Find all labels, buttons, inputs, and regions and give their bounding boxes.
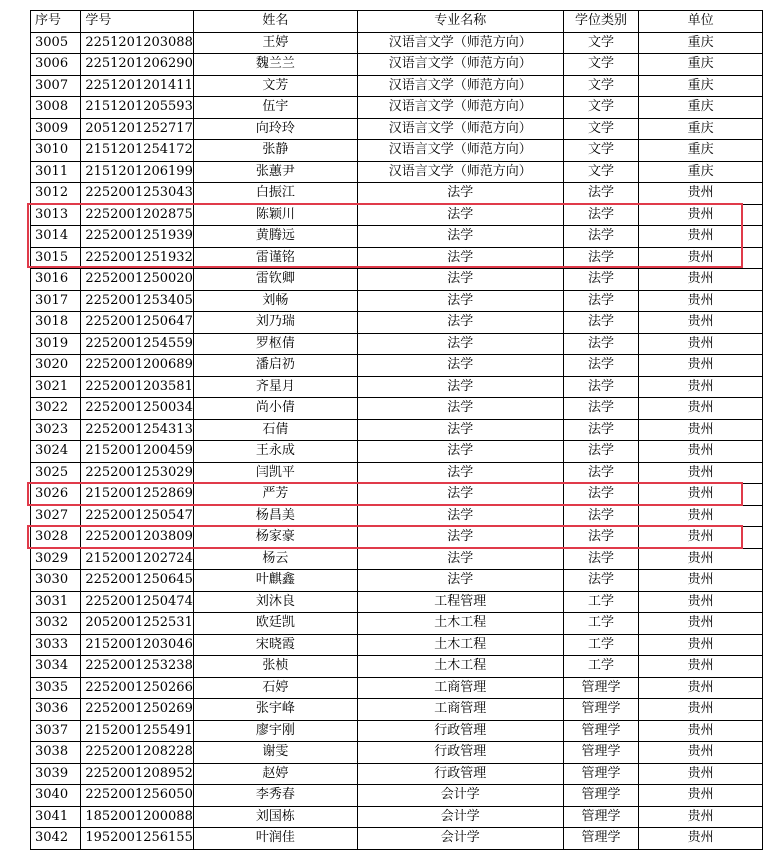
cell-name: 石婷 <box>193 677 357 699</box>
cell-unit: 贵州 <box>639 656 763 678</box>
cell-degree: 文学 <box>563 161 639 183</box>
table-row <box>31 634 763 656</box>
cell-degree: 法学 <box>563 290 639 312</box>
cell-degree: 法学 <box>563 548 639 570</box>
cell-unit: 贵州 <box>639 376 763 398</box>
cell-name: 闫凯平 <box>193 462 357 484</box>
cell-id: 2051201252717 <box>81 118 194 140</box>
table-row <box>31 828 763 850</box>
cell-major: 汉语言文学（师范方向） <box>357 54 563 76</box>
cell-id: 2152001202724 <box>81 548 194 570</box>
cell-unit: 贵州 <box>639 398 763 420</box>
cell-unit: 重庆 <box>639 54 763 76</box>
cell-name: 廖宇刚 <box>193 720 357 742</box>
cell-major: 法学 <box>357 548 563 570</box>
cell-major: 法学 <box>357 333 563 355</box>
cell-unit: 贵州 <box>639 484 763 506</box>
cell-major: 汉语言文学（师范方向） <box>357 161 563 183</box>
cell-id: 2252001253238 <box>81 656 194 678</box>
cell-degree: 文学 <box>563 140 639 162</box>
cell-seq: 3040 <box>31 785 81 807</box>
cell-seq: 3014 <box>31 226 81 248</box>
cell-unit: 贵州 <box>639 742 763 764</box>
cell-seq: 3029 <box>31 548 81 570</box>
cell-seq: 3035 <box>31 677 81 699</box>
cell-name: 尚小倩 <box>193 398 357 420</box>
cell-name: 张宇峰 <box>193 699 357 721</box>
cell-major: 法学 <box>357 269 563 291</box>
cell-id: 2252001250645 <box>81 570 194 592</box>
cell-major: 工商管理 <box>357 677 563 699</box>
cell-id: 2151201254172 <box>81 140 194 162</box>
cell-id: 2151201205593 <box>81 97 194 119</box>
cell-name: 谢雯 <box>193 742 357 764</box>
cell-name: 潘启礽 <box>193 355 357 377</box>
cell-unit: 贵州 <box>639 763 763 785</box>
cell-name: 伍宇 <box>193 97 357 119</box>
table-row <box>31 484 763 506</box>
cell-seq: 3037 <box>31 720 81 742</box>
cell-name: 罗枢倩 <box>193 333 357 355</box>
cell-degree: 管理学 <box>563 763 639 785</box>
cell-major: 法学 <box>357 312 563 334</box>
cell-id: 2152001255491 <box>81 720 194 742</box>
cell-id: 2252001253043 <box>81 183 194 205</box>
cell-unit: 贵州 <box>639 441 763 463</box>
cell-id: 2252001250474 <box>81 591 194 613</box>
cell-degree: 法学 <box>563 247 639 269</box>
cell-id: 2152001203046 <box>81 634 194 656</box>
cell-seq: 3027 <box>31 505 81 527</box>
cell-id: 2252001200689 <box>81 355 194 377</box>
cell-id: 1952001256155 <box>81 828 194 850</box>
cell-unit: 重庆 <box>639 161 763 183</box>
cell-seq: 3010 <box>31 140 81 162</box>
table-row <box>31 376 763 398</box>
cell-degree: 法学 <box>563 441 639 463</box>
cell-major: 行政管理 <box>357 763 563 785</box>
header-degree: 学位类别 <box>563 11 639 33</box>
table-row <box>31 677 763 699</box>
table-row <box>31 140 763 162</box>
cell-major: 工程管理 <box>357 591 563 613</box>
cell-seq: 3023 <box>31 419 81 441</box>
cell-major: 行政管理 <box>357 720 563 742</box>
table-row <box>31 570 763 592</box>
cell-id: 2252001250266 <box>81 677 194 699</box>
cell-major: 会计学 <box>357 785 563 807</box>
cell-unit: 贵州 <box>639 312 763 334</box>
cell-major: 法学 <box>357 183 563 205</box>
cell-major: 法学 <box>357 527 563 549</box>
cell-seq: 3038 <box>31 742 81 764</box>
cell-degree: 法学 <box>563 462 639 484</box>
cell-unit: 贵州 <box>639 204 763 226</box>
cell-major: 土木工程 <box>357 634 563 656</box>
cell-degree: 法学 <box>563 312 639 334</box>
header-unit: 单位 <box>639 11 763 33</box>
cell-seq: 3036 <box>31 699 81 721</box>
cell-seq: 3032 <box>31 613 81 635</box>
cell-id: 2252001253405 <box>81 290 194 312</box>
cell-name: 欧廷凯 <box>193 613 357 635</box>
cell-id: 2252001251932 <box>81 247 194 269</box>
cell-seq: 3011 <box>31 161 81 183</box>
cell-major: 会计学 <box>357 806 563 828</box>
cell-id: 2252001203809 <box>81 527 194 549</box>
cell-degree: 工学 <box>563 634 639 656</box>
cell-degree: 文学 <box>563 54 639 76</box>
cell-unit: 重庆 <box>639 75 763 97</box>
cell-name: 陈颖川 <box>193 204 357 226</box>
cell-name: 黄腾远 <box>193 226 357 248</box>
cell-degree: 法学 <box>563 398 639 420</box>
cell-degree: 管理学 <box>563 720 639 742</box>
cell-major: 汉语言文学（师范方向） <box>357 75 563 97</box>
student-table <box>30 10 763 850</box>
cell-degree: 法学 <box>563 484 639 506</box>
cell-name: 李秀春 <box>193 785 357 807</box>
cell-unit: 贵州 <box>639 355 763 377</box>
cell-degree: 法学 <box>563 570 639 592</box>
cell-seq: 3019 <box>31 333 81 355</box>
cell-degree: 管理学 <box>563 785 639 807</box>
cell-unit: 贵州 <box>639 290 763 312</box>
cell-name: 魏兰兰 <box>193 54 357 76</box>
cell-seq: 3006 <box>31 54 81 76</box>
cell-unit: 贵州 <box>639 785 763 807</box>
cell-major: 土木工程 <box>357 656 563 678</box>
cell-unit: 贵州 <box>639 548 763 570</box>
cell-name: 刘沐良 <box>193 591 357 613</box>
cell-unit: 重庆 <box>639 32 763 54</box>
cell-id: 2252001253029 <box>81 462 194 484</box>
cell-id: 2252001250269 <box>81 699 194 721</box>
table-row <box>31 591 763 613</box>
cell-degree: 文学 <box>563 118 639 140</box>
table-row <box>31 226 763 248</box>
cell-seq: 3025 <box>31 462 81 484</box>
table-row <box>31 720 763 742</box>
cell-major: 法学 <box>357 570 563 592</box>
table-row <box>31 398 763 420</box>
table-row <box>31 806 763 828</box>
cell-seq: 3042 <box>31 828 81 850</box>
cell-major: 法学 <box>357 484 563 506</box>
cell-major: 汉语言文学（师范方向） <box>357 97 563 119</box>
cell-id: 2252001250547 <box>81 505 194 527</box>
cell-major: 行政管理 <box>357 742 563 764</box>
cell-unit: 贵州 <box>639 677 763 699</box>
cell-unit: 贵州 <box>639 419 763 441</box>
header-id: 学号 <box>81 11 194 33</box>
table-row <box>31 763 763 785</box>
cell-seq: 3016 <box>31 269 81 291</box>
cell-name: 叶润佳 <box>193 828 357 850</box>
cell-unit: 贵州 <box>639 333 763 355</box>
cell-seq: 3015 <box>31 247 81 269</box>
cell-id: 2251201201411 <box>81 75 194 97</box>
cell-unit: 重庆 <box>639 118 763 140</box>
cell-name: 严芳 <box>193 484 357 506</box>
cell-major: 法学 <box>357 290 563 312</box>
cell-id: 2252001203581 <box>81 376 194 398</box>
cell-unit: 贵州 <box>639 527 763 549</box>
table-row <box>31 441 763 463</box>
cell-name: 刘畅 <box>193 290 357 312</box>
cell-id: 2252001254559 <box>81 333 194 355</box>
table-row <box>31 785 763 807</box>
cell-major: 汉语言文学（师范方向） <box>357 32 563 54</box>
cell-unit: 贵州 <box>639 269 763 291</box>
cell-unit: 贵州 <box>639 699 763 721</box>
cell-id: 2252001250020 <box>81 269 194 291</box>
cell-id: 2252001256050 <box>81 785 194 807</box>
table-row <box>31 462 763 484</box>
cell-unit: 贵州 <box>639 505 763 527</box>
cell-name: 宋晓霞 <box>193 634 357 656</box>
cell-seq: 3018 <box>31 312 81 334</box>
table-row <box>31 527 763 549</box>
header-seq: 序号 <box>31 11 81 33</box>
table-row <box>31 54 763 76</box>
header-row <box>31 11 763 33</box>
cell-major: 法学 <box>357 505 563 527</box>
cell-seq: 3022 <box>31 398 81 420</box>
cell-major: 法学 <box>357 441 563 463</box>
cell-major: 法学 <box>357 226 563 248</box>
cell-id: 2252001202875 <box>81 204 194 226</box>
cell-degree: 工学 <box>563 656 639 678</box>
table-row <box>31 656 763 678</box>
cell-id: 2152001200459 <box>81 441 194 463</box>
table-row <box>31 247 763 269</box>
cell-degree: 管理学 <box>563 806 639 828</box>
cell-degree: 管理学 <box>563 742 639 764</box>
cell-seq: 3024 <box>31 441 81 463</box>
cell-major: 法学 <box>357 355 563 377</box>
table-row <box>31 204 763 226</box>
cell-name: 文芳 <box>193 75 357 97</box>
cell-degree: 工学 <box>563 613 639 635</box>
cell-name: 王婷 <box>193 32 357 54</box>
cell-seq: 3030 <box>31 570 81 592</box>
cell-unit: 贵州 <box>639 247 763 269</box>
cell-seq: 3009 <box>31 118 81 140</box>
table-row <box>31 699 763 721</box>
cell-unit: 贵州 <box>639 806 763 828</box>
cell-unit: 贵州 <box>639 183 763 205</box>
cell-degree: 法学 <box>563 183 639 205</box>
cell-degree: 法学 <box>563 505 639 527</box>
cell-degree: 文学 <box>563 75 639 97</box>
cell-degree: 法学 <box>563 333 639 355</box>
cell-name: 白振江 <box>193 183 357 205</box>
cell-id: 1852001200088 <box>81 806 194 828</box>
cell-seq: 3026 <box>31 484 81 506</box>
header-major: 专业名称 <box>357 11 563 33</box>
cell-name: 赵婷 <box>193 763 357 785</box>
cell-name: 张桢 <box>193 656 357 678</box>
cell-seq: 3033 <box>31 634 81 656</box>
table-row <box>31 742 763 764</box>
cell-degree: 法学 <box>563 204 639 226</box>
cell-id: 2252001250647 <box>81 312 194 334</box>
cell-degree: 法学 <box>563 527 639 549</box>
cell-degree: 文学 <box>563 32 639 54</box>
cell-name: 张静 <box>193 140 357 162</box>
table-row <box>31 505 763 527</box>
cell-id: 2152001252869 <box>81 484 194 506</box>
cell-major: 汉语言文学（师范方向） <box>357 140 563 162</box>
cell-seq: 3005 <box>31 32 81 54</box>
cell-id: 2252001254313 <box>81 419 194 441</box>
cell-seq: 3031 <box>31 591 81 613</box>
cell-name: 齐星月 <box>193 376 357 398</box>
cell-id: 2052001252531 <box>81 613 194 635</box>
cell-seq: 3007 <box>31 75 81 97</box>
cell-degree: 法学 <box>563 419 639 441</box>
table-row <box>31 613 763 635</box>
cell-seq: 3041 <box>31 806 81 828</box>
cell-name: 刘国栋 <box>193 806 357 828</box>
cell-id: 2251201203088 <box>81 32 194 54</box>
table-row <box>31 97 763 119</box>
table-row <box>31 290 763 312</box>
cell-major: 法学 <box>357 419 563 441</box>
cell-name: 杨家豪 <box>193 527 357 549</box>
table-row <box>31 269 763 291</box>
cell-seq: 3013 <box>31 204 81 226</box>
cell-unit: 贵州 <box>639 828 763 850</box>
cell-major: 工商管理 <box>357 699 563 721</box>
cell-major: 法学 <box>357 398 563 420</box>
cell-unit: 重庆 <box>639 140 763 162</box>
table-row <box>31 75 763 97</box>
cell-major: 法学 <box>357 247 563 269</box>
table-row <box>31 118 763 140</box>
cell-seq: 3028 <box>31 527 81 549</box>
table-row <box>31 419 763 441</box>
table-row <box>31 183 763 205</box>
cell-degree: 法学 <box>563 226 639 248</box>
cell-degree: 法学 <box>563 355 639 377</box>
table-row <box>31 548 763 570</box>
cell-unit: 重庆 <box>639 97 763 119</box>
table-row <box>31 312 763 334</box>
cell-name: 刘乃瑞 <box>193 312 357 334</box>
table-row <box>31 32 763 54</box>
cell-degree: 法学 <box>563 376 639 398</box>
cell-name: 杨昌美 <box>193 505 357 527</box>
cell-name: 张蕙尹 <box>193 161 357 183</box>
cell-id: 2252001208228 <box>81 742 194 764</box>
table-row <box>31 161 763 183</box>
cell-name: 雷谨铭 <box>193 247 357 269</box>
cell-unit: 贵州 <box>639 462 763 484</box>
cell-unit: 贵州 <box>639 226 763 248</box>
cell-unit: 贵州 <box>639 634 763 656</box>
cell-seq: 3017 <box>31 290 81 312</box>
cell-unit: 贵州 <box>639 570 763 592</box>
cell-id: 2252001208952 <box>81 763 194 785</box>
header-name: 姓名 <box>193 11 357 33</box>
cell-major: 会计学 <box>357 828 563 850</box>
cell-degree: 工学 <box>563 591 639 613</box>
cell-major: 法学 <box>357 204 563 226</box>
cell-degree: 管理学 <box>563 828 639 850</box>
cell-name: 向玲玲 <box>193 118 357 140</box>
cell-name: 叶麒鑫 <box>193 570 357 592</box>
cell-name: 石倩 <box>193 419 357 441</box>
table-row <box>31 333 763 355</box>
cell-id: 2252001250034 <box>81 398 194 420</box>
cell-unit: 贵州 <box>639 720 763 742</box>
cell-name: 杨云 <box>193 548 357 570</box>
cell-name: 雷钦卿 <box>193 269 357 291</box>
cell-major: 法学 <box>357 376 563 398</box>
cell-major: 土木工程 <box>357 613 563 635</box>
cell-degree: 文学 <box>563 97 639 119</box>
cell-major: 法学 <box>357 462 563 484</box>
cell-id: 2251201206290 <box>81 54 194 76</box>
cell-seq: 3008 <box>31 97 81 119</box>
cell-seq: 3020 <box>31 355 81 377</box>
cell-unit: 贵州 <box>639 613 763 635</box>
cell-seq: 3021 <box>31 376 81 398</box>
cell-major: 汉语言文学（师范方向） <box>357 118 563 140</box>
cell-name: 王永成 <box>193 441 357 463</box>
cell-degree: 管理学 <box>563 677 639 699</box>
cell-degree: 管理学 <box>563 699 639 721</box>
cell-unit: 贵州 <box>639 591 763 613</box>
cell-degree: 法学 <box>563 269 639 291</box>
cell-id: 2252001251939 <box>81 226 194 248</box>
cell-seq: 3039 <box>31 763 81 785</box>
cell-id: 2151201206199 <box>81 161 194 183</box>
cell-seq: 3012 <box>31 183 81 205</box>
table-row <box>31 355 763 377</box>
cell-seq: 3034 <box>31 656 81 678</box>
